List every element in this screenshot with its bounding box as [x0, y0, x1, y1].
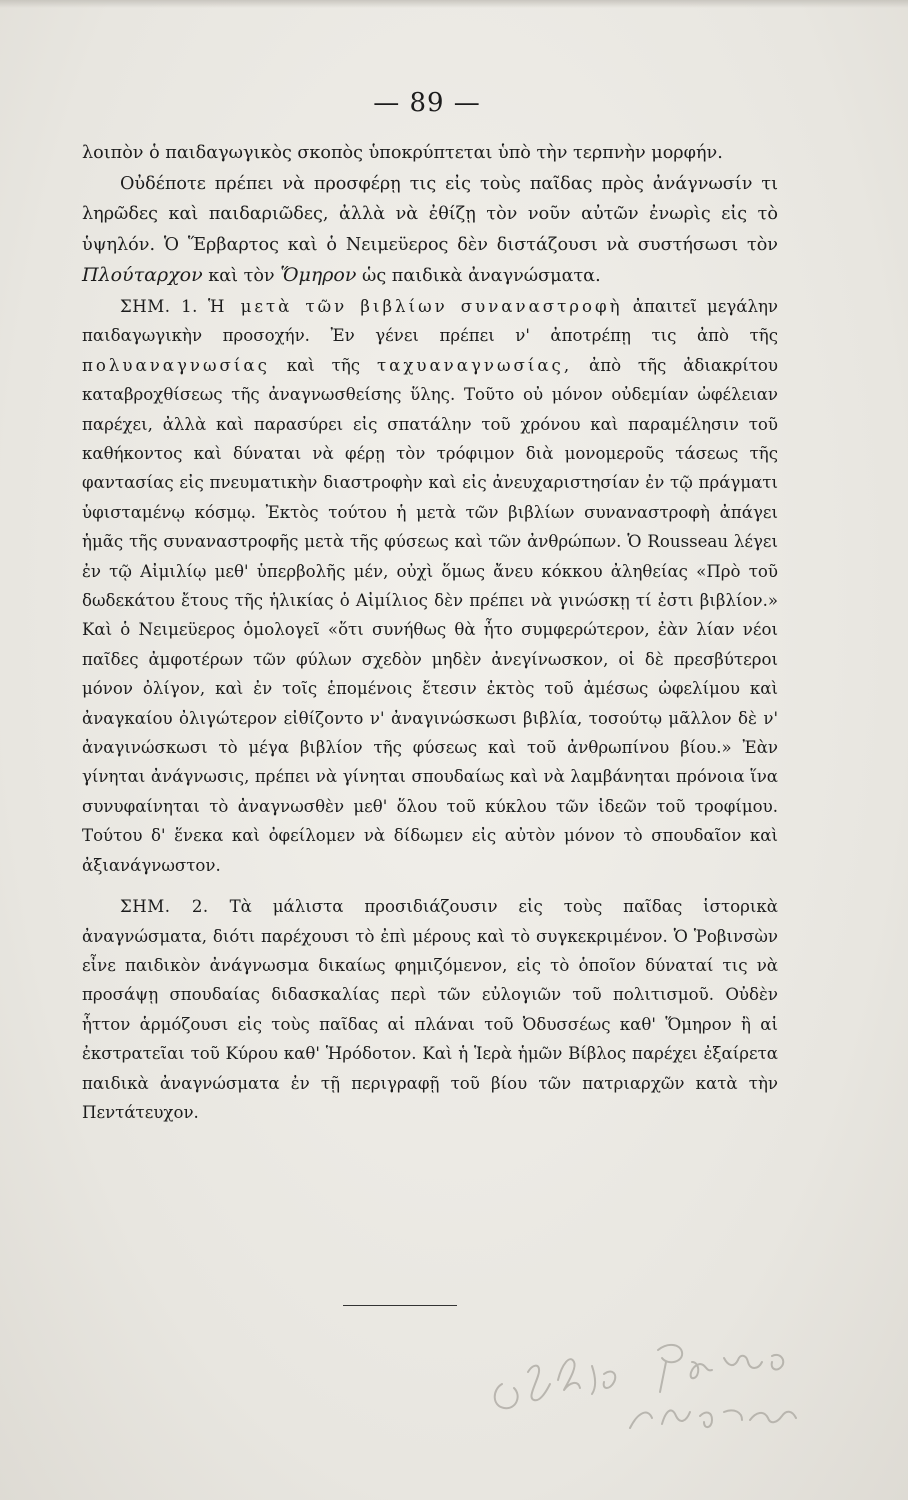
page-number: — 89 — — [373, 88, 481, 118]
body-text — [82, 138, 778, 1127]
paragraph-continuation: λοιπὸν ὁ παιδαγωγικὸς σκοπὸς ὑποκρύπτεται ὑπὸ τὴν τερπνὴν μορφήν. — [82, 143, 723, 163]
note-2 — [82, 892, 778, 1127]
paragraph-reading-advice-end: ὡς παιδικὰ ἀναγνώσματα. — [362, 266, 601, 287]
note-1-spaced-polyanagnosia: πολυαναγνωσίας — [82, 355, 270, 375]
note-1-text-c: ἀπὸ τῆς ἀδιακρίτου καταβροχθίσεως τῆς ἀναγνωσθείσης ὕλης. Τοῦτο οὐ μόνον οὐδεμίαν ὠφέλειαν παρέχει, ἀλλὰ καὶ παρασύρει εἰς σπατάλην τοῦ χρόνου καὶ παραμέλησιν τοῦ καθήκοντος καὶ δύναται νὰ φέρῃ τὸν τρόφιμον διὰ μονομεροῦς τάσεως τῆς φαντασίας εἰς πνευματικὴν διαστροφὴν καὶ εἰς ἀνευχαριστησίαν ἐν τῷ πράγματι ὑφισταμένῳ κόσμῳ. Ἐκτὸς τούτου ἡ μετὰ τῶν βιβλίων συναναστροφὴ ἀπάγει ἡμᾶς τῆς συναναστροφῆς μετὰ τῆς φύσεως καὶ τῶν ἀνθρώπων. Ὁ Rousseau λέγει ἐν τῷ Αἰμιλίῳ μεθ' ὑπερβολῆς μέν, οὐχὶ ὅμως ἄνευ κόκκου ἀληθείας «Πρὸ τοῦ δωδεκάτου ἔτους τῆς ἡλικίας ὁ Αἰμίλιος δὲν πρέπει νὰ γινώσκῃ τί ἐστι βιβλίον.» Καὶ ὁ Νειμεϋερος ὁμολογεῖ «ὅτι συνήθως θὰ ἦτο συμφερώτερον, ἐὰν λίαν νέοι παῖδες ἀμφοτέρων τῶν φύλων σχεδὸν μηδὲν ἀνεγίνωσκον, οἱ δὲ πρεσβύτεροι μόνον ὀλίγον, καὶ ἐν τοῖς ἑπομένοις ἔτεσιν ἐκτὸς τοῦ ἀμέσως ὠφελίμου καὶ ἀναγκαίου ὀλιγώτερον εἰθίζοντο ν' ἀναγινώσκωσι βιβλία, τοσούτῳ μᾶλλον δὲ ν' ἀναγινώσκωσι τὸ μέγα βιβλίον τῆς φύσεως καὶ τοῦ ἀνθρωπίνου βίου.» Ἐὰν γίνηται ἀνάγνωσις, πρέπει νὰ γίνηται σπουδαίως καὶ νὰ λαμβάνηται πρόνοια ἵνα συνυφαίνηται τὸ ἀναγνωσθὲν μεθ' ὅλου τοῦ κύκλου τῶν ἰδεῶν τοῦ τροφίμου. Τούτου δ' ἕνεκα καὶ ὀφείλομεν νὰ δίδωμεν εἰς αὐτὸν μόνον τὸ σπουδαῖον καὶ ἀξιανάγνωστον. — [82, 355, 779, 875]
plutarch-italic: Πλούταρχον — [82, 264, 203, 287]
note-2-text: Τὰ μάλιστα προσιδιάζουσιν εἰς τοὺς παῖδας ἱστορικὰ ἀναγνώσματα, διότι παρέχουσι τὸ ἐπὶ μέρους καὶ τὸ συγκεκριμένον. Ὁ Ῥοβινσὼν εἶνε παιδικὸν ἀνάγνωσμα δικαίως φημιζόμενον, εἰς τὸ ὁποῖον δύναταί τις νὰ προσάψῃ σπουδαίας διδασκαλίας περὶ τῶν εὐλογιῶν τοῦ πολιτισμοῦ. Οὐδὲν ἧττον ἁρμόζουσι εἰς τοὺς παῖδας αἱ πλάναι τοῦ Ὀδυσσέως καθ' Ὅμηρον ἢ αἱ ἐκστρατεῖαι τοῦ Κύρου καθ' Ἡρόδοτον. Καὶ ἡ Ἱερὰ ἡμῶν Βίβλος παρέχει ἐξαίρετα παιδικὰ ἀναγνώσματα ἐν τῇ περιγραφῇ τοῦ βίου τῶν πατριαρχῶν κατὰ τὴν Πεντάτευχον. — [82, 897, 778, 1122]
note-1 — [82, 292, 778, 880]
homer-italic: Ὅμηρον — [280, 264, 357, 287]
note-1-label: ΣΗΜ. 1. — [120, 296, 198, 316]
page-top-edge-shadow — [0, 0, 908, 8]
note-1-text-b: καὶ τῆς — [286, 355, 361, 375]
section-end-rule — [343, 1305, 457, 1306]
paragraph-reading-advice-middle: καὶ τὸν — [208, 266, 275, 287]
paragraph-reading-advice — [82, 169, 778, 292]
note-gap — [82, 880, 778, 892]
pencil-handwriting-mark — [480, 1322, 810, 1442]
note-1-text-a: ἀπαιτεῖ μεγάλην παιδαγωγικὴν προσοχήν. Ἐν γένει πρέπει ν' ἀποτρέπῃ τις ἀπὸ τῆς — [82, 296, 778, 346]
note-1-spaced-phrase: Ἡ μετὰ τῶν βιβλίων συναναστροφὴ — [208, 296, 623, 316]
note-1-spaced-tachyanagnosia: ταχυαναγνωσίας, — [376, 355, 573, 375]
paragraph-reading-advice-start: Οὐδέποτε πρέπει νὰ προσφέρῃ τις εἰς τοὺς παῖδας πρὸς ἀνάγνωσίν τι ληρῶδες καὶ παιδαριῶδες, ἀλλὰ νὰ ἐθίζῃ τὸν νοῦν αὐτῶν ἐνωρὶς εἰς τὸ ὑψηλόν. Ὁ Ἕρβαρτος καὶ ὁ Νειμεϋερος δὲν διστάζουσι νὰ συστήσωσι τὸν — [82, 173, 778, 255]
note-2-label: ΣΗΜ. 2. — [120, 897, 209, 917]
